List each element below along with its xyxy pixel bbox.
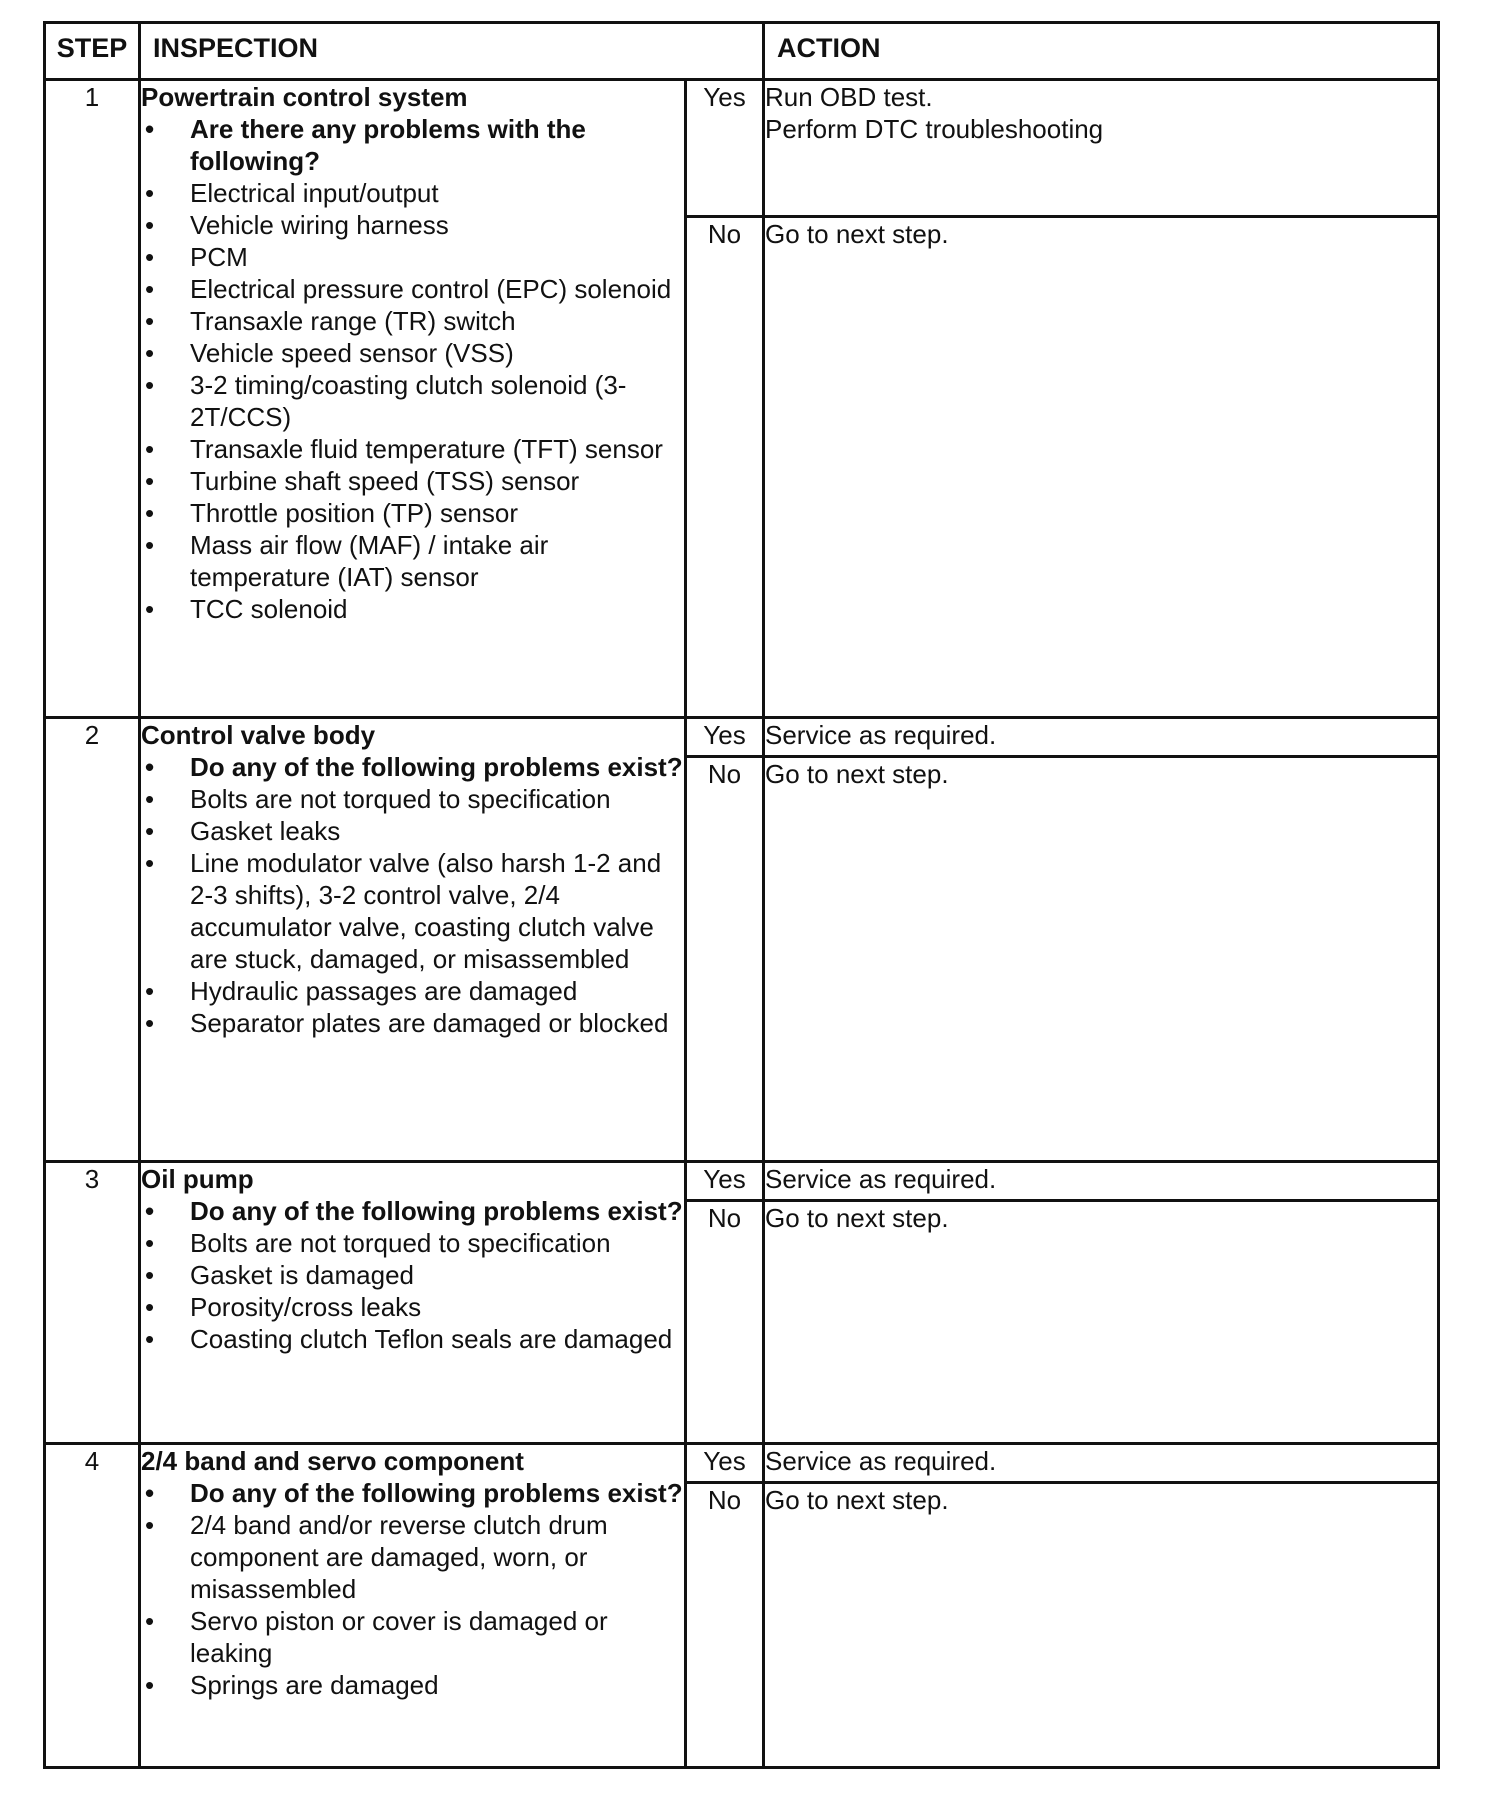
inspection-question: • Do any of the following problems exist? [141, 1477, 684, 1509]
list-item: • Line modulator valve (also harsh 1-2 and 2-3 shifts), 3-2 control valve, 2/4 accumulator valve, coasting clutch valve are stuck, damaged, or misassembled [141, 847, 684, 975]
no-label: No [686, 217, 764, 718]
inspection-title: Oil pump [141, 1164, 254, 1194]
inspection-question: • Do any of the following problems exist? [141, 751, 684, 783]
list-item: • TCC solenoid [141, 593, 684, 625]
table-row [45, 1162, 1439, 1201]
inspection-title: Control valve body [141, 720, 376, 750]
yes-action: Service as required. [764, 1162, 1439, 1201]
yes-action [764, 80, 1439, 217]
list-item: • Separator plates are damaged or blocked [141, 1007, 684, 1039]
yes-label: Yes [686, 80, 764, 217]
table-row [45, 1444, 1439, 1483]
no-action: Go to next step. [764, 1201, 1439, 1444]
list-item: • Gasket leaks [141, 815, 684, 847]
diagnosis-table [43, 21, 1440, 1769]
list-item: • Transaxle range (TR) switch [141, 305, 684, 337]
step-number: 3 [45, 1162, 140, 1444]
inspection-cell [140, 80, 686, 718]
list-item: • 3-2 timing/coasting clutch solenoid (3-2T/CCS) [141, 369, 684, 433]
no-action: Go to next step. [764, 1483, 1439, 1768]
list-item: • Vehicle wiring harness [141, 209, 684, 241]
header-inspection: INSPECTION [140, 23, 764, 80]
list-item: • PCM [141, 241, 684, 273]
inspection-list [141, 1477, 684, 1701]
inspection-cell [140, 1162, 686, 1444]
list-item: • Porosity/cross leaks [141, 1291, 684, 1323]
inspection-list [141, 113, 684, 625]
list-item: • Vehicle speed sensor (VSS) [141, 337, 684, 369]
step-number: 4 [45, 1444, 140, 1768]
inspection-question: • Are there any problems with the following? [141, 113, 684, 177]
inspection-title: Powertrain control system [141, 82, 468, 112]
list-item: • Servo piston or cover is damaged or leaking [141, 1605, 684, 1669]
no-action: Go to next step. [764, 217, 1439, 718]
list-item: • Throttle position (TP) sensor [141, 497, 684, 529]
inspection-title: 2/4 band and servo component [141, 1446, 524, 1476]
list-item: • Mass air flow (MAF) / intake air temperature (IAT) sensor [141, 529, 684, 593]
list-item: • Bolts are not torqued to specification [141, 783, 684, 815]
yes-label: Yes [686, 1444, 764, 1483]
no-label: No [686, 1483, 764, 1768]
table-header-row [45, 23, 1439, 80]
list-item: • Turbine shaft speed (TSS) sensor [141, 465, 684, 497]
table-row [45, 80, 1439, 217]
table-row [45, 718, 1439, 757]
list-item: • Springs are damaged [141, 1669, 684, 1701]
step-number: 1 [45, 80, 140, 718]
list-item: • Coasting clutch Teflon seals are damaged [141, 1323, 684, 1355]
action-line: Run OBD test. [765, 82, 933, 112]
list-item: • Transaxle fluid temperature (TFT) sensor [141, 433, 684, 465]
no-label: No [686, 1201, 764, 1444]
no-action: Go to next step. [764, 757, 1439, 1162]
list-item: • Bolts are not torqued to specification [141, 1227, 684, 1259]
inspection-question: • Do any of the following problems exist? [141, 1195, 684, 1227]
inspection-cell [140, 1444, 686, 1768]
inspection-cell [140, 718, 686, 1162]
step-number: 2 [45, 718, 140, 1162]
diagnosis-table-page [43, 21, 1437, 1769]
yes-action: Service as required. [764, 718, 1439, 757]
yes-action: Service as required. [764, 1444, 1439, 1483]
header-action: ACTION [764, 23, 1439, 80]
list-item: • Electrical pressure control (EPC) solenoid [141, 273, 684, 305]
inspection-list [141, 751, 684, 1039]
list-item: • Gasket is damaged [141, 1259, 684, 1291]
list-item: • Hydraulic passages are damaged [141, 975, 684, 1007]
header-step: STEP [45, 23, 140, 80]
list-item: • Electrical input/output [141, 177, 684, 209]
no-label: No [686, 757, 764, 1162]
list-item: • 2/4 band and/or reverse clutch drum component are damaged, worn, or misassembled [141, 1509, 684, 1605]
inspection-list [141, 1195, 684, 1355]
action-line: Perform DTC troubleshooting [765, 114, 1104, 144]
yes-label: Yes [686, 1162, 764, 1201]
yes-label: Yes [686, 718, 764, 757]
